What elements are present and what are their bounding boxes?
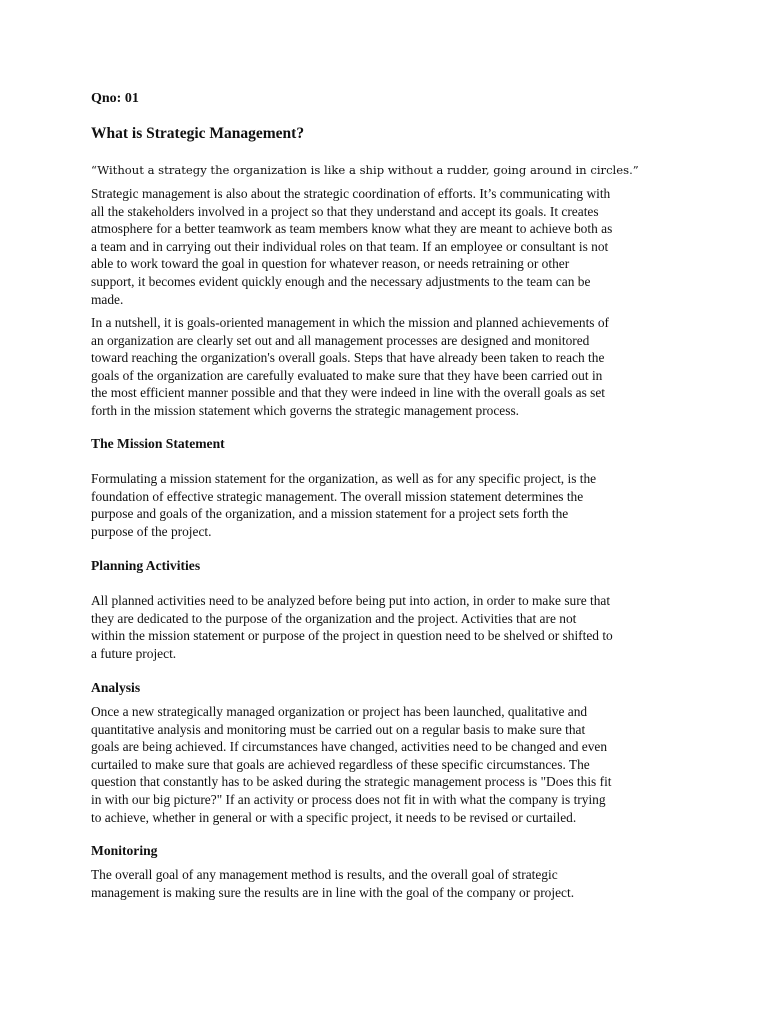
paragraph-line: curtailed to make sure that goals are achieved regardless of these specific circumstances. The [91,756,590,772]
paragraph-line: The overall goal of any management method is results, and the overall goal of strategic [91,867,558,882]
paragraph-line: goals are being achieved. If circumstances have changed, activities need to be changed and even [91,739,608,755]
nutshell-paragraph [91,314,687,420]
paragraph-line: forth in the mission statement which governs the strategic management process. [91,402,520,418]
opening-quote: “Without a strategy the organization is like a ship without a rudder, going around in circles.” [91,163,639,177]
paragraph-line: All planned activities need to be analyzed before being put into action, in order to make sure that [91,593,611,608]
paragraph-line: an organization are clearly set out and all management processes are designed and monitored [91,332,590,348]
paragraph-line: Formulating a mission statement for the organization, as well as for any specific project, is the [91,471,597,486]
section-heading-mission-statement: The Mission Statement [91,436,225,451]
paragraph-line: to achieve, whether in general or with a specific project, it needs to be revised or curtailed. [91,809,577,825]
paragraph-line: question that constantly has to be asked during the strategic management process is "Does this fit [91,774,612,790]
paragraph-line: within the mission statement or purpose of the project in question need to be shelved or shifted to [91,628,613,644]
paragraph-line: atmosphere for a better teamwork as team members know what they are meant to achieve both as [91,221,613,237]
paragraph-line: management is making sure the results are in line with the goal of the company or project. [91,884,575,900]
paragraph-line: quantitative analysis and monitoring must be carried out on a regular basis to make sure that [91,721,586,737]
paragraph-line: purpose of the project. [91,523,212,539]
paragraph-line: support, it becomes evident quickly enough and the necessary adjustments to the team can be [91,273,591,289]
paragraph-line: toward reaching the organization's overall goals. Steps that have already been taken to reach the [91,350,605,366]
monitoring-paragraph [91,866,687,901]
page-title: What is Strategic Management? [91,125,305,142]
planning-activities-paragraph [91,592,687,662]
analysis-paragraph [91,703,687,826]
section-heading-analysis: Analysis [91,680,141,695]
paragraph-line: Strategic management is also about the strategic coordination of efforts. It’s communicating with [91,186,611,201]
paragraph-line: In a nutshell, it is goals-oriented management in which the mission and planned achievements of [91,315,610,330]
question-number: Qno: 01 [91,91,139,106]
paragraph-line: they are dedicated to the purpose of the organization and the project. Activities that are not [91,610,577,626]
paragraph-line: Once a new strategically managed organization or project has been launched, qualitative and [91,704,588,719]
paragraph-line: in with our big picture?" If an activity or process does not fit in with what the company is trying [91,791,606,807]
paragraph-line: the most efficient manner possible and that they were indeed in line with the overall goals as set [91,385,606,401]
mission-statement-paragraph [91,470,687,540]
paragraph-line: a team and in carrying out their individual roles on that team. If an employee or consultant is not [91,238,609,254]
paragraph-line: a future project. [91,645,177,661]
paragraph-line: foundation of effective strategic management. The overall mission statement determines the [91,488,584,504]
paragraph-line: able to work toward the goal in question for whatever reason, or needs retraining or other [91,256,570,272]
intro-paragraph [91,185,687,308]
paragraph-line: goals of the organization are carefully evaluated to make sure that they have been carried out in [91,367,603,383]
paragraph-line: all the stakeholders involved in a project so that they understand and accept its goals. It creates [91,203,599,219]
section-heading-monitoring: Monitoring [91,843,158,858]
paragraph-line: purpose and goals of the organization, and a mission statement for a project sets forth the [91,506,569,522]
paragraph-line: made. [91,291,124,307]
section-heading-planning-activities: Planning Activities [91,558,201,573]
